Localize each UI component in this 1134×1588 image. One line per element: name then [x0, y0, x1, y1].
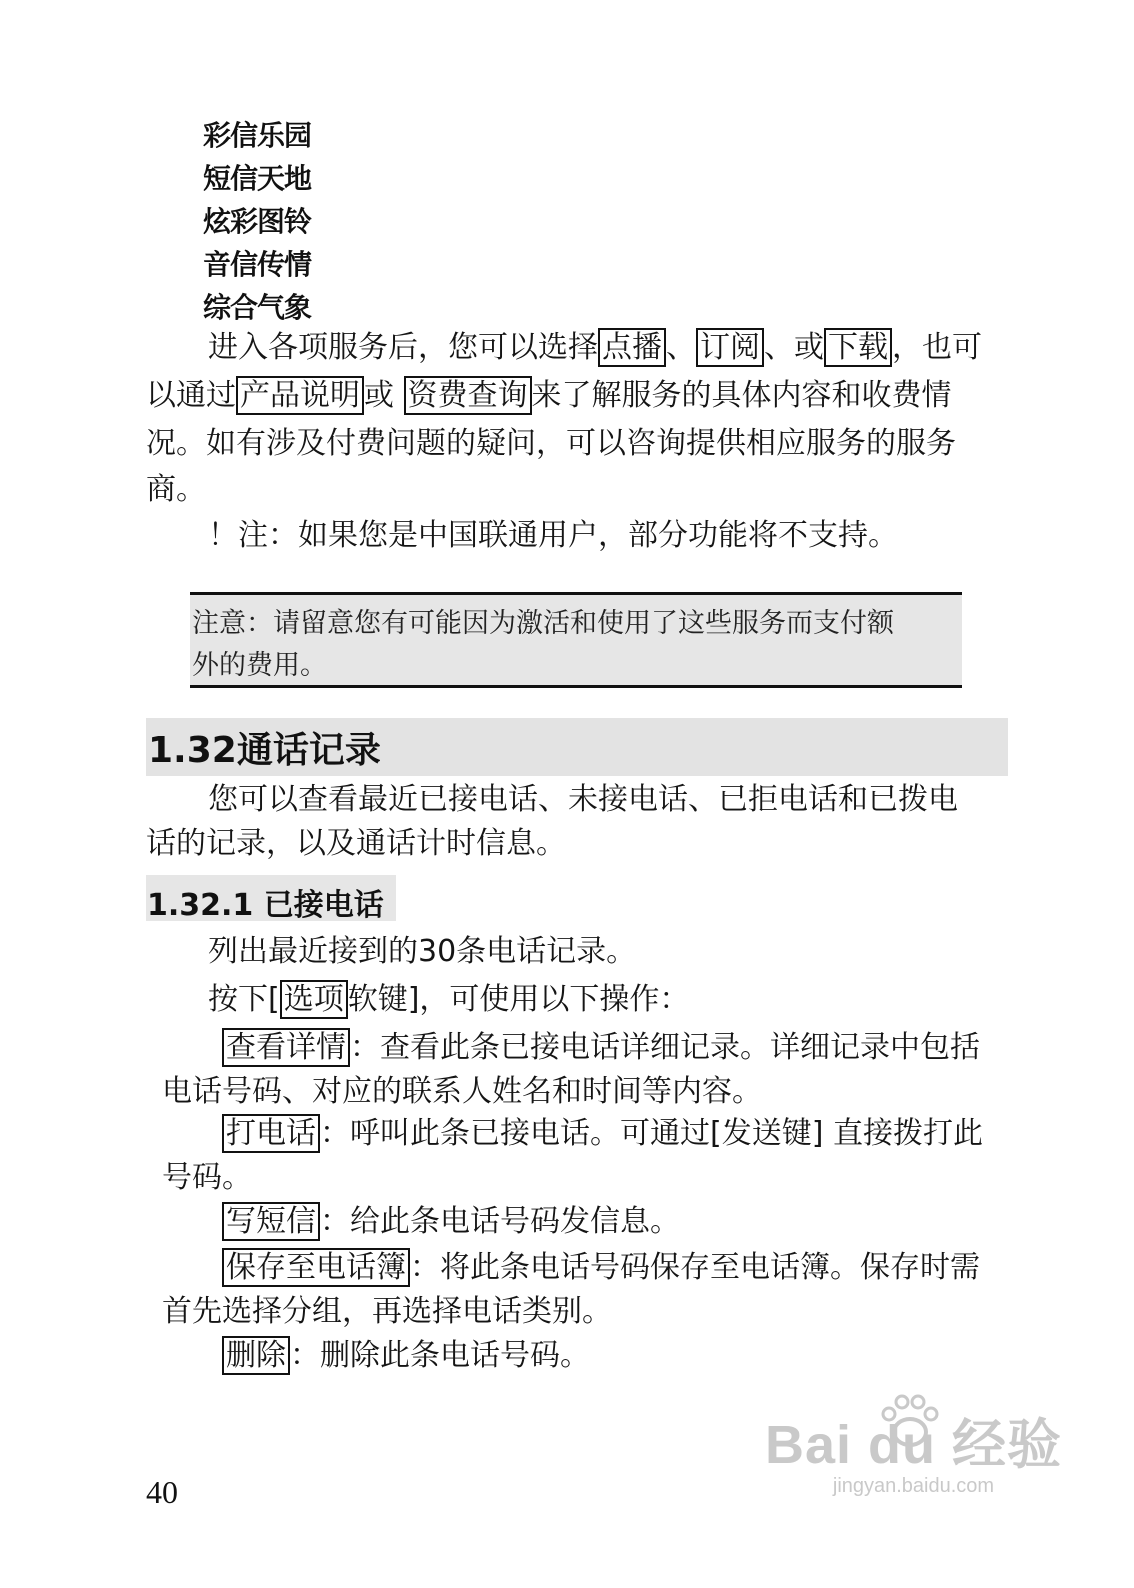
option-key: 写短信 [222, 1202, 320, 1241]
option-write-sms [222, 1198, 680, 1246]
separator: 、或 [764, 330, 824, 365]
intro-text: 以通过 [146, 378, 236, 413]
watermark-brand: Bai du 经验 [764, 1415, 1062, 1475]
option-key: 保存至电话簿 [222, 1248, 410, 1287]
section-heading: 1.32通话记录 [148, 730, 381, 771]
menu-item-2: 短信天地 [203, 162, 312, 195]
subsection-number: 1.32.1 [147, 888, 254, 923]
option-key: 删除 [222, 1336, 290, 1375]
intro-text: ，也可 [892, 330, 982, 365]
option-key: 打电话 [222, 1114, 320, 1153]
subsection-para-2 [208, 976, 689, 1024]
notice-line-1: 注意：请留意您有可能因为激活和使用了这些服务而支付额 [192, 608, 894, 639]
intro-line-4: 商。 [146, 472, 206, 507]
keyword-product-info: 产品说明 [236, 376, 364, 415]
subsection-title: 已接电话 [263, 888, 384, 923]
option-save-contact [222, 1244, 980, 1292]
baidu-watermark [765, 1402, 1062, 1498]
notice-box [190, 592, 962, 688]
option-save-contact-cont: 首先选择分组，再选择电话类别。 [162, 1294, 612, 1329]
paw-icon [875, 1392, 945, 1452]
para-text: 按下[ [208, 982, 280, 1017]
option-desc: ：查看此条已接电话详细记录。详细记录中包括 [350, 1030, 980, 1065]
option-desc: ：将此条电话号码保存至电话簿。保存时需 [410, 1250, 980, 1285]
menu-item-1: 彩信乐园 [203, 119, 312, 152]
option-delete [222, 1332, 590, 1380]
option-key: 查看详情 [222, 1028, 350, 1067]
notice-line-2: 外的费用。 [192, 650, 327, 681]
para-text: 软键]，可使用以下操作： [347, 982, 690, 1017]
keyword-download: 下载 [824, 328, 892, 367]
keyword-fee-query: 资费查询 [404, 376, 532, 415]
watermark-url: jingyan.baidu.com [832, 1475, 995, 1497]
intro-text: 或 [364, 378, 394, 413]
separator: 、 [666, 330, 696, 365]
subsection-para-1: 列出最近接到的30条电话记录。 [208, 934, 637, 969]
subsection-heading [147, 880, 384, 924]
section-para-line-2: 话的记录，以及通话计时信息。 [146, 826, 566, 861]
menu-item-4: 音信传情 [203, 248, 312, 281]
option-desc: ：给此条电话号码发信息。 [320, 1204, 680, 1239]
intro-text: 来了解服务的具体内容和收费情 [531, 378, 952, 413]
keyword-options: 选项 [280, 980, 348, 1019]
intro-line-1 [208, 324, 982, 372]
intro-line-3: 况。如有涉及付费问题的疑问，可以咨询提供相应服务的服务 [146, 426, 956, 461]
keyword-play: 点播 [598, 328, 666, 367]
option-call [222, 1110, 983, 1158]
page-number: 40 [146, 1474, 178, 1510]
option-view-details-cont: 电话号码、对应的联系人姓名和时间等内容。 [162, 1074, 762, 1109]
intro-line-2 [146, 372, 952, 420]
section-para-line-1: 您可以查看最近已接电话、未接电话、已拒电话和已拨电 [208, 782, 958, 817]
option-view-details [222, 1024, 980, 1072]
option-call-cont: 号码。 [162, 1160, 252, 1195]
option-desc: ：呼叫此条已接电话。可通过[发送键] 直接拨打此 [320, 1116, 983, 1151]
intro-text: 进入各项服务后，您可以选择 [208, 330, 598, 365]
keyword-subscribe: 订阅 [696, 328, 764, 367]
option-desc: ：删除此条电话号码。 [290, 1338, 590, 1373]
menu-item-3: 炫彩图铃 [203, 205, 312, 238]
unicom-note: ！注：如果您是中国联通用户，部分功能将不支持。 [208, 518, 898, 553]
menu-item-5: 综合气象 [203, 291, 312, 324]
